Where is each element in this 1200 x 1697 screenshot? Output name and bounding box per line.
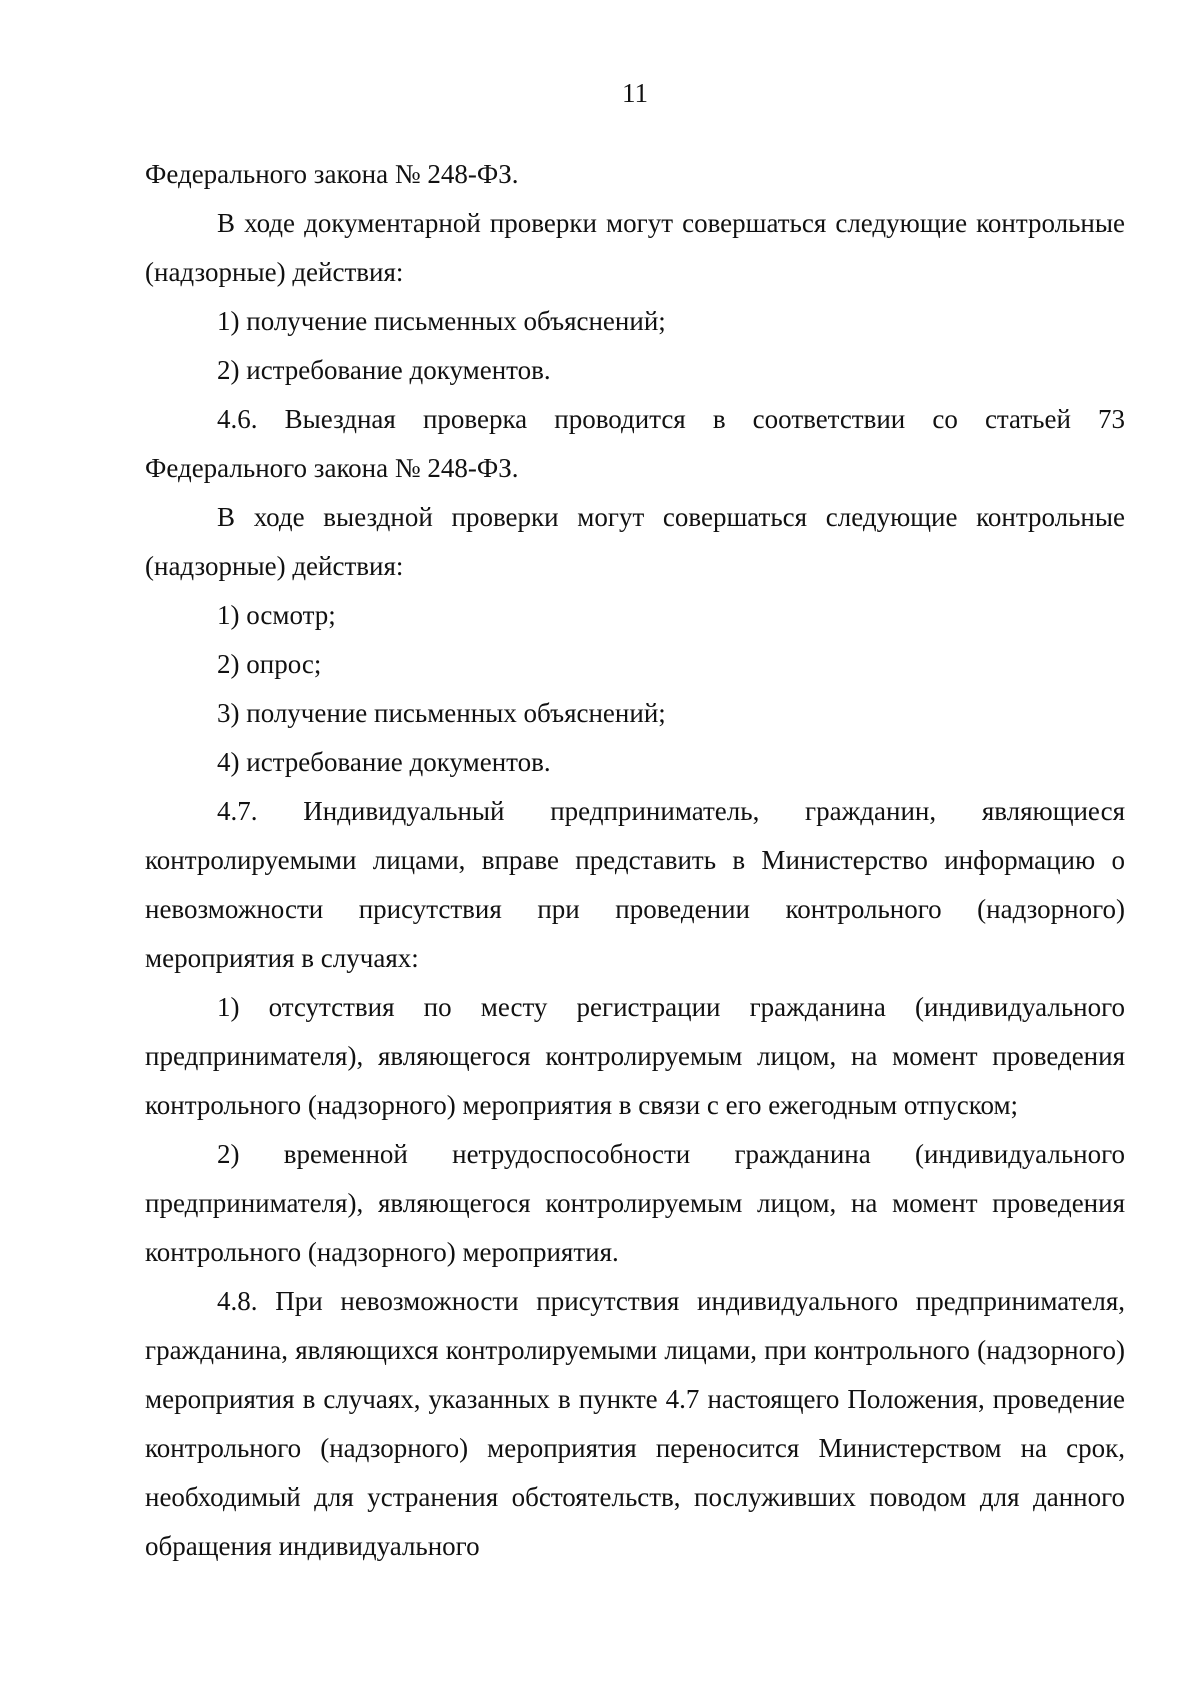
- paragraph-section-4-8: 4.8. При невозможности присутствия индивидуального предпринимателя, гражданина, являющихся контролируемыми лицами, при контрольного (надзорного) мероприятия в случаях, указанных в пункте 4.7 настоящего Положения, проведение контрольного (надзорного) мероприятия переносится Министерством на срок, необходимый для устранения обстоятельств, послуживших поводом для данного обращения индивидуального: [145, 1286, 1125, 1561]
- list-item-written-explanations-2: 3) получение письменных объяснений;: [217, 698, 666, 728]
- page-number: 11: [622, 78, 648, 108]
- list-item-temporary-disability: 2) временной нетрудоспособности гражданина (индивидуального предпринимателя), являющегося контролируемым лицом, на момент проведения контрольного (надзорного) мероприятия.: [145, 1139, 1125, 1267]
- paragraph-field-check-actions: В ходе выездной проверки могут совершаться следующие контрольные (надзорные) действия:: [145, 502, 1125, 581]
- list-item-document-request: 2) истребование документов.: [217, 355, 551, 385]
- list-item-inspection: 1) осмотр;: [217, 600, 336, 630]
- paragraph-documentary-check-actions: В ходе документарной проверки могут совершаться следующие контрольные (надзорные) действия:: [145, 208, 1125, 287]
- list-item-survey: 2) опрос;: [217, 649, 322, 679]
- paragraph-section-4-6: 4.6. Выездная проверка проводится в соответствии со статьей 73 Федерального закона № 248-ФЗ.: [145, 404, 1125, 483]
- document-page: [145, 78, 1125, 1571]
- list-item-absence-vacation: 1) отсутствия по месту регистрации гражданина (индивидуального предпринимателя), являющегося контролируемым лицом, на момент проведения контрольного (надзорного) мероприятия в связи с его ежегодным отпуском;: [145, 992, 1125, 1120]
- paragraph-law-reference: Федерального закона № 248-ФЗ.: [145, 159, 519, 189]
- list-item-document-request-2: 4) истребование документов.: [217, 747, 551, 777]
- paragraph-section-4-7: 4.7. Индивидуальный предприниматель, гражданин, являющиеся контролируемыми лицами, вправе представить в Министерство информацию о невозможности присутствия при проведении контрольного (надзорного) мероприятия в случаях:: [145, 796, 1125, 973]
- list-item-written-explanations: 1) получение письменных объяснений;: [217, 306, 666, 336]
